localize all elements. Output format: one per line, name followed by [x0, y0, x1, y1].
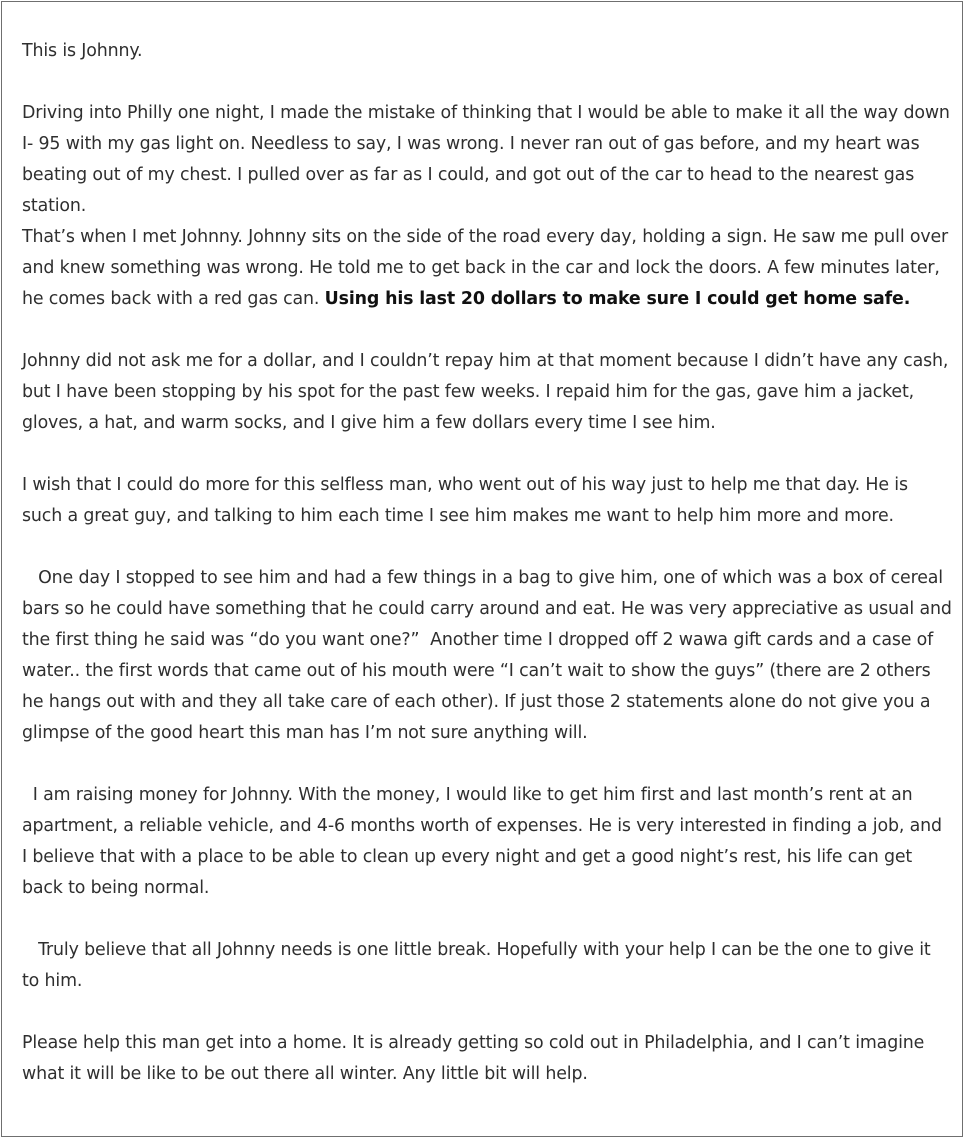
paragraph-driving: Driving into Philly one night, I made the mistake of thinking that I would be able to make it all the way down I- 95 with my gas light on. Needless to say, I was wrong. I never ran out of gas before, and my heart was beating out of my chest. I pulled over as far as I could, and got out of the car to head to the nearest gas station. — [22, 103, 956, 216]
paragraph-meeting-text: That’s when I met Johnny. Johnny sits on the side of the road every day, holding a sign. He saw me pull over and knew something was wrong. He told me to get back in the car and lock the doors. A few minutes later, he comes back with a red gas can. — [22, 227, 954, 309]
paragraph-repay: Johnny did not ask me for a dollar, and I couldn’t repay him at that moment because I didn’t have any cash, but I have been stopping by his spot for the past few weeks. I repaid him for the gas, gave him a jacket, gloves, a hat, and warm socks, and I give him a few dollars every time I see him. — [22, 351, 954, 433]
paragraph-one-day: One day I stopped to see him and had a few things in a bag to give him, one of which was a box of cereal bars so he could have something that he could carry around and eat. He was very appreciative as usual and the first thing he said was “do you want one?” Another time I dropped off 2 wawa gift cards and a case of water.. the first words that came out of his mouth were “I can’t wait to show the guys” (there are 2 others he hangs out with and they all take care of each other). If just those 2 statements alone do not give you a glimpse of the good heart this man has I’m not sure anything will. — [22, 568, 958, 743]
paragraph-raising-money: I am raising money for Johnny. With the money, I would like to get him first and last month’s rent at an apartment, a reliable vehicle, and 4-6 months worth of expenses. He is very interested in finding a job, and I believe that with a place to be able to clean up every night and get a good night’s rest, his life can get back to being normal. — [22, 785, 948, 898]
paragraph-meeting-bold: Using his last 20 dollars to make sure I could get home safe. — [324, 289, 911, 309]
paragraph-wish: I wish that I could do more for this selfless man, who went out of his way just to help me that day. He is such a great guy, and talking to him each time I see him makes me want to help him more and more. — [22, 475, 914, 526]
document-frame — [1, 1, 963, 1137]
paragraph-meeting — [22, 222, 952, 315]
paragraph-little-break: Truly believe that all Johnny needs is one little break. Hopefully with your help I can be the one to give it to him. — [22, 940, 936, 991]
story-text — [22, 36, 958, 1090]
paragraph-intro: This is Johnny. — [22, 41, 143, 61]
paragraph-closing-appeal: Please help this man get into a home. It is already getting so cold out in Philadelphia, and I can’t imagine what it will be like to be out there all winter. Any little bit will help. — [22, 1033, 930, 1084]
